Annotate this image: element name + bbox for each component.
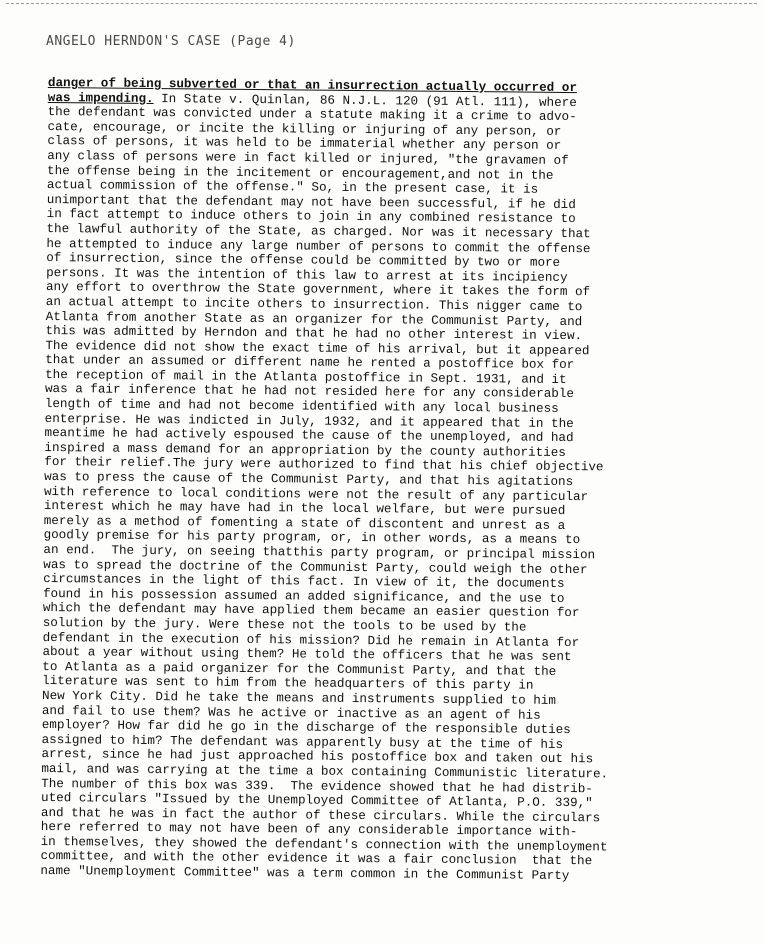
- page-header: ANGELO HERNDON'S CASE (Page 4): [46, 34, 296, 49]
- text-line: Atlanta from another State as an organizer for the Communist Party, and: [45, 309, 583, 329]
- text-line: the defendant was convicted under a statute making it a crime to advo-: [47, 105, 577, 125]
- text-line: an actual attempt to incite others to insurrection. This nigger came to: [45, 294, 583, 315]
- text-line: employer? How far did he go in the discharge of the responsible duties: [41, 718, 571, 738]
- text-line: and that he was in fact the author of these circulars. While the circulars: [40, 805, 601, 826]
- text-line: here referred to may not have been of any considerable importance with-: [40, 820, 578, 840]
- text-line: which the defendant may have applied them became an easier question for: [42, 601, 580, 621]
- body-text: [40, 76, 708, 885]
- text-line: The number of this box was 339. The evidence showed that he had distrib-: [41, 776, 593, 796]
- text-line: found in his possession assumed an added significance, and the use to: [42, 586, 565, 606]
- text-line: length of time and had not become identified with any local business: [44, 397, 559, 416]
- text-line: he attempted to induce any large number of persons to commit the offense: [46, 236, 591, 256]
- text-line: to Atlanta as a paid organizer for the Communist Party, and that the: [42, 659, 557, 679]
- text-line: any class of persons were in fact killed or injured, "the gravamen of: [47, 148, 569, 168]
- text-line: uted circulars "Issued by the Unemployed Committee of Atlanta, P.O. 339,": [41, 791, 593, 811]
- text-line: mail, and was carrying at the time a box containing Communistic literature.: [41, 761, 609, 782]
- text-line: the reception of mail in the Atlanta postoffice in Sept. 1931, and it: [45, 367, 567, 387]
- text-line: class of persons, it was held to be immaterial whether any person or: [47, 134, 562, 154]
- text-line: solution by the jury. Were these not the tools to be used by the: [42, 615, 527, 635]
- text-line: about a year without using them? He told the officers that he was sent: [42, 645, 572, 665]
- text-line: name "Unemployment Committee" was a term common in the Communist Party: [40, 864, 570, 884]
- text-line: an end. The jury, on seeing thatthis party program, or principal mission: [43, 542, 596, 563]
- text-line: for their relief.The jury were authorized to find that his chief objective: [44, 455, 604, 475]
- underlined-text: danger of being subverted or that an insurrection actually occurred or: [47, 76, 578, 96]
- text-line: was a fair inference that he had not resided here for any considerable: [44, 382, 575, 402]
- text-line: enterprise. He was indicted in July, 1932, and it appeared that in the: [44, 411, 574, 431]
- text-line: cate, encourage, or incite the killing or injuring of any person, or: [47, 119, 562, 139]
- text-line: the offense being in the incitement or encouragement,and not in the: [47, 163, 554, 183]
- text-line: The evidence did not show the exact time of his arrival, but it appeared: [45, 338, 590, 358]
- text-line: New York City. Did he take the means and instruments supplied to him: [41, 688, 557, 708]
- text-line: unimportant that the defendant may not have been successful, if he did: [46, 192, 576, 212]
- text-line: in fact attempt to induce others to join in any combined resistance to: [46, 207, 576, 227]
- text-line: was to press the cause of the Communist Party, and that his agitations: [44, 470, 574, 490]
- text-line: with reference to local conditions were not the result of any particular: [43, 484, 589, 504]
- text-line: literature was sent to him from the headquarters of this party in: [42, 674, 534, 694]
- text-line: any effort to overthrow the State government, where it takes the form of: [45, 280, 591, 300]
- text-line: meantime he had actively espoused the cause of the unemployed, and had: [44, 426, 574, 446]
- text-line: actual commission of the offense." So, in the present case, it is: [46, 178, 539, 197]
- text-line: and fail to use them? Was he active or inactive as an agent of his: [41, 703, 541, 723]
- text-line: was to spread the doctrine of the Communist Party, could weigh the other: [43, 557, 588, 577]
- text-line: was impending. In State v. Quinlan, 86 N.J.L. 120 (91 Atl. 111), where: [47, 90, 577, 110]
- text-line: defendant in the execution of his mission? Did he remain in Atlanta for: [42, 630, 580, 650]
- text-line: the lawful authority of the State, as charged. Nor was it necessary that: [46, 221, 591, 242]
- text-line: in themselves, they showed the defendant's connection with the unemployment: [40, 834, 608, 855]
- text-line: arrest, since he had just approached his postoffice box and taken out his: [41, 747, 594, 767]
- text-line: merely as a method of fomenting a state of discontent and unrest as a: [43, 513, 566, 533]
- text-line: assigned to him? The defendant was apparently busy at the time of his: [41, 732, 564, 752]
- text-line: interest which he may have had in the local welfare, but were pursued: [43, 499, 566, 519]
- text-line: inspired a mass demand for an appropriation by the county authorities: [44, 440, 566, 460]
- page-top-border: [6, 3, 757, 4]
- text-line: circumstances in the light of this fact. In view of it, the documents: [43, 572, 565, 592]
- text-line: goodly premise for his party program, or, in other words, as a means to: [43, 528, 581, 548]
- text-line: that under an assumed or different name he rented a postoffice box for: [45, 353, 575, 373]
- text-line: committee, and with the other evidence it was a fair conclusion that the: [40, 849, 593, 869]
- text-line: this was admitted by Herndon and that he had no other interest in view.: [45, 324, 583, 344]
- text-line: of insurrection, since the offense could be committed by two or more: [46, 251, 561, 271]
- underlined-text: was impending.: [47, 90, 154, 106]
- text-line: persons. It was the intention of this law to arrest at its incipiency: [46, 265, 568, 285]
